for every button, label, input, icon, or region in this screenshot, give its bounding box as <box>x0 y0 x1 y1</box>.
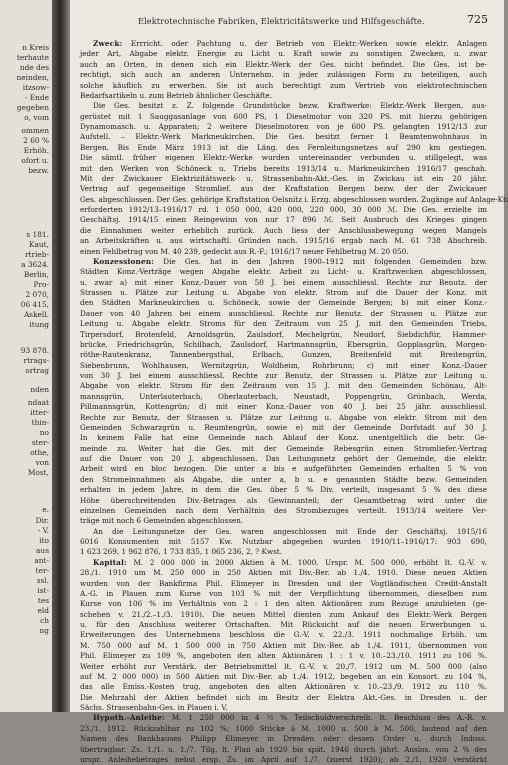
line-text: den Städten Markneukirchen u. Schöneck, sowie der Gemeinde Bergen; b) mit einer Konz.- <box>80 298 487 308</box>
left-page-fragment: bezw. <box>28 166 49 175</box>
text-line <box>80 423 487 433</box>
left-page-fragment: itter- <box>30 408 49 417</box>
text-line <box>80 682 487 692</box>
left-page-fragment: 2 60 % <box>23 136 49 145</box>
text-line <box>80 496 487 506</box>
text-line <box>80 236 487 246</box>
text-line <box>80 527 487 537</box>
left-page-fragment: - V. <box>37 526 49 535</box>
line-text: An die Leitungsnetze der Ges. waren angeschlossen mit Ende der Geschäftsj. 1915/16 <box>93 526 487 536</box>
section-keyword: Kapital: <box>93 557 127 567</box>
book-gutter <box>52 0 70 712</box>
line-text: 1 623 269, 1 962 876, 1 733 835, 1 065 236, 2, ? Kwst. <box>80 547 283 557</box>
text-line <box>80 215 487 225</box>
left-page-fragment: ndaat <box>27 398 49 407</box>
text-line <box>80 599 487 609</box>
text-line <box>80 91 487 101</box>
line-text: Rechte zur Benutz. der Strassen u. Plätze zur Leitung u. Abgabe von elektr. Strom mit den <box>80 412 487 422</box>
text-line <box>80 49 487 59</box>
text-line <box>80 641 487 651</box>
left-page-fragment: itzsow- <box>22 83 49 92</box>
text-line <box>80 39 487 49</box>
text-line <box>80 662 487 672</box>
line-text: erforderten 1912/13–1916/17 rd. 1 050 000, 420 000, 220 000, 30 000 ℳ. Die Ges. erzielte im <box>80 205 487 214</box>
line-text: u. für den Anschluss weiterer Ortschaften. Mit Rücksicht auf die neuen Erwerbungen u. <box>80 620 487 629</box>
line-text: von 30 J. bei einem ausschliessl. Rechte zur Benutz. der Strassen u. Plätze zur Leitung u. <box>80 371 487 380</box>
left-page-fragment: ster- <box>31 438 49 447</box>
left-page-fragment: a 3624. <box>21 260 49 269</box>
line-text: einzelnen Gemeinden nach dem Verhältnis des Strombezuges verteilt. 1913/14 weitere Ver- <box>80 505 487 515</box>
text-line <box>80 247 487 257</box>
left-page-fragment: von <box>35 458 49 467</box>
line-text: mannsgrün, Unterlauterbach, Oberlauterbach, Neustadt, Poppengrün, Grünbach, Werda, <box>80 391 487 401</box>
line-text: Errricht. oder Pachtung u. der Betrieb von Elektr.-Werken sowie elektr. Anlagen <box>122 39 487 48</box>
left-page-fragment: no <box>39 428 49 437</box>
text-line <box>80 537 487 547</box>
line-text: Weiter erhöht zur Verstärk. der Betriebsmittel lt. G.-V. v. 20./7. 1912 um M. 500 000 (also <box>80 661 487 671</box>
line-text: meinde zu. Weiter hat die Ges. mit der Gemeinde Rebesgrün einen Stromliefer.-Vertrag <box>80 443 487 453</box>
line-text: gerüstet mit 1 Sauggasanlage von 600 PS, 1 Dieselmotor von 320 PS. mit hierzu gehörigen <box>80 111 487 121</box>
text-line <box>80 630 487 640</box>
line-text: M. 2 000 000 in 2000 Aktien à M. 1000. Urspr. M. 500 000, erhöht lt. G.-V. v. <box>126 557 487 567</box>
left-page-fragment: neinden, <box>16 73 49 82</box>
left-page-fragment: eld <box>37 606 49 615</box>
left-page-fragment: ito <box>39 536 49 545</box>
text-line <box>80 319 487 329</box>
line-text: erhalten in jedem Jahre, in dem die Ges. über 5 % Div. verteilt, insgesamt 5 % des diese <box>80 485 487 495</box>
text-line <box>80 444 487 454</box>
line-text: Mit der Zwickauer Elektrizitätswerk- u. Strassenbahn-Akt.-Ges. in Zwickau ist ein 20 jähr. <box>80 173 487 183</box>
left-page-fragment: Dir. <box>35 516 49 525</box>
line-text: übertragbar. Zs. 1./1. u. 1./7. Tilg. lt. Plan ab 1920 bis spät. 1946 durch jährl. Auslos. von 2 % des <box>80 744 487 754</box>
line-text: Abgabe von elektr. Strom für den Zeitraum von 15 J. mit den Gemeinden Schönau, Alt- <box>80 381 487 391</box>
left-page-fragment: n Kreis <box>22 43 49 52</box>
left-page-fragment: Most, <box>27 468 49 477</box>
line-text: Bedarfsartikeln u. zum Betrieb ähnlicher Geschäfte. <box>80 90 273 100</box>
line-text: einen Fehlbetrag von M. 40 239, gedeckt aus R.-F.; 1916/17 neuer Fehlbetrag M. 20 050. <box>80 246 409 256</box>
line-text: röthe-Rautenkranz, Tannenbergsthal, Erlbach, Gunzen, Breitenfeld mit Breitengrün, <box>80 350 487 360</box>
text-line <box>80 164 487 174</box>
left-page-fragment: ommen <box>21 126 49 135</box>
text-line <box>80 734 487 744</box>
text-line <box>80 568 487 578</box>
text-line <box>80 464 487 474</box>
left-page-fragment: ofort u. <box>21 156 49 165</box>
left-page-fragment: gegeben <box>16 103 49 112</box>
text-line <box>80 413 487 423</box>
left-page-fragment: 06 415, <box>20 300 49 309</box>
line-text: Die sämtl. früher eigenen Elektr.-Werke wurden untereinander verbunden u. stillgelegt, was <box>80 153 487 163</box>
left-page-fragment: rtrags- <box>23 356 49 365</box>
line-text: auf die Dauer von 20 J. abgeschlossen. Das Leitungsnetz gehört der Gemeinde, die elektr. <box>80 454 487 463</box>
text-line <box>80 350 487 360</box>
line-text: Siebenbrunn, Wohlhausen, Wernitzgrün, Woldheim, Rohrbrunn; c) mit einer Konz.-Dauer <box>80 360 487 370</box>
line-text: Arbeit wird en bloc bezogen. Die unter a bis e aufgeführten Gemeinden erhalten 5 % von <box>80 464 487 474</box>
left-page-fragment: e. <box>42 505 49 514</box>
left-page-fragment: ng <box>39 626 49 635</box>
text-line <box>80 226 487 236</box>
text-line <box>80 267 487 277</box>
text-line <box>80 70 487 80</box>
text-line <box>80 309 487 319</box>
line-text: träge mit noch 6 Gemeinden abgeschlossen. <box>80 516 244 526</box>
line-text: den Stromeinnahmen als Abgabe, die unter a, b u. e genannten Städte bezw. Gemeinden <box>80 474 487 484</box>
line-text: u. zwar a) mit einer Konz.-Dauer von 50 J. bei einem ausschliessl. Rechte zur Benutz. der <box>80 277 487 287</box>
line-text: Erweiterungen des Unternehmens beschloss die G.-V. v. 22./3. 1911 nochmalige Erhöh. um <box>80 630 487 640</box>
line-text: Namen des Bankhauses Philipp Elimeyer in Dresden oder dessen Order u. durch Indoss. <box>80 734 487 744</box>
line-text: schehen v. 21./2.–1./3. 1910). Die neuen Mittel dienten zum Ankauf des Elektr.-Werk Bergen <box>80 609 487 619</box>
text-line <box>80 298 487 308</box>
left-page-fragment: Pro- <box>33 280 49 289</box>
line-text: jeder Art, Abgabe elektr. Energie zu Licht u. Kraft sowie zu sonstigen Zwecken, u. zwar <box>80 49 487 59</box>
left-page-fragment: itung <box>29 320 49 329</box>
left-page-fragment: rtrieb- <box>24 250 49 259</box>
left-page-fragment: - Ende <box>24 93 49 102</box>
line-text: Kurse von 106 % im Verhältnis von 2 : 1 den alten Aktionären zum Bezuge anzubieten (ge- <box>80 599 487 609</box>
text-line <box>80 620 487 630</box>
text-line <box>80 101 487 111</box>
text-line <box>80 724 487 734</box>
text-line <box>80 402 487 412</box>
text-line <box>80 703 487 713</box>
line-text: 28./1. 1910 um M. 250 000 in 250 Aktien mit Div.-Ber. ab 1./4. 1910. Diese neuen Aktien <box>80 568 487 578</box>
left-page-fragment: Askell. <box>23 310 49 319</box>
line-text: Phil. Elimeyer zu 109 %, angeboten den alten Aktionären 1 : 1 v. 10.–23./10. 1911 zu 106 %. <box>80 651 487 661</box>
line-text: Dauer von 40 Jahren bei einem ausschliessl. Rechte zur Benutz. der Strassen u. Plätze zur <box>80 308 487 318</box>
text-line <box>80 558 487 568</box>
text-line <box>80 745 487 755</box>
text-line <box>80 174 487 184</box>
text-line <box>80 485 487 495</box>
line-text: die Einnahmen weiter erheblich zurück. Auch liess der Anschlussbewegung wegen Mangels <box>80 225 487 235</box>
text-line <box>80 81 487 91</box>
line-text: mit den Werken von Schöneck u. Triebs bereits 1913/14 u. Markneukirchen 1916/17 geschah. <box>80 163 487 173</box>
line-text: Geschäftsj. 1914/15 einen Reingewinn von nur 17 896 ℳ. Seit Ausbruch des Krieges gingen <box>80 215 487 225</box>
text-line <box>80 340 487 350</box>
line-text: wurden von der Bankfirma Phil. Elimeyer in Dresden und der Vogtländischen Credit-Anstalt <box>80 578 487 588</box>
text-line <box>80 454 487 464</box>
left-page-fragment: Erhöh. <box>23 146 49 155</box>
text-line <box>80 361 487 371</box>
text-line <box>80 143 487 153</box>
text-line <box>80 112 487 122</box>
line-text: Strassen u. Plätze zur Leitung u. Abgabe von elektr. Strom auf die Dauer der Konz. mit <box>80 288 487 297</box>
line-text: rechtigt, sich auch an anderen Unternehm. in jeder zulässigen Form zu beteiligen, auch <box>80 70 487 80</box>
left-page-fragment: o, vom <box>24 113 49 122</box>
left-page-fragment: ssl. <box>36 576 49 585</box>
section-keyword: Konzessionen: <box>93 256 155 266</box>
line-text: auf M. 2 000 000) in 500 Aktien mit Div.-Ber. ab 1./4. 1912, begeben an ein Konsort. zu 104 %, <box>80 671 487 681</box>
text-line <box>80 184 487 194</box>
text-line <box>80 433 487 443</box>
line-text: Ges. abgeschlossen. Der Ges. gehörige Kraftstation Oelsnitz i. Erzg. abgeschlossen worden. Zugänge auf Anlage-Kti <box>80 194 508 204</box>
left-page-fragment: 2 070, <box>25 290 49 299</box>
line-text: das alle Emiss.-Kosten trug, angeboten den alten Aktionären v. 10.–23./9. 1912 zu 110 %. <box>80 682 487 692</box>
left-page-fragment: tes <box>37 596 49 605</box>
left-page-fragment: Berlin, <box>23 270 49 279</box>
text-line <box>80 330 487 340</box>
text-line <box>80 693 487 703</box>
left-page-fragment: ch <box>40 616 49 625</box>
line-text: M. 1 250 000 in 4 ½ % Teilschuldverschreib. lt. Beschluss des A.-R. v. <box>164 713 487 723</box>
line-text: auch an Orten, in denen sich ein Elektr.-Werk der Ges. nicht befindet. Die Ges. ist be- <box>80 59 487 69</box>
text-line <box>80 278 487 288</box>
left-page-fragment: ist- <box>37 586 49 595</box>
line-text: Bergen. Bis Ende März 1913 ist die Läng. des Fernleitungsnetzes auf 290 km gestiegen. <box>80 142 487 152</box>
text-line <box>80 381 487 391</box>
text-line <box>80 713 487 723</box>
line-text: Vertrag auf gegenseitige Stromlief. aus der Kraftstation Bergen bezw. der der Zwickauer <box>80 184 487 194</box>
text-line <box>80 205 487 215</box>
line-text: Höhe überschreitenden Div.-Betrages als Gewinnanteil; der Gesamtbetrag wird unter die <box>80 495 487 505</box>
line-text: Städten Konz.-Verträge wegen Abgabe elektr. Arbeit zu Licht- u. Kraftzwecken abgeschlossen, <box>80 267 487 277</box>
text-line <box>80 651 487 661</box>
line-text: Die Mehrzahl der Aktien befindet sich im Besitz der Elektra Akt.-Ges. in Dresden u. der <box>80 692 487 702</box>
left-page-fragment: ant- <box>34 556 49 565</box>
line-text: Die Ges. besitzt z. Z. folgende Grundstücke bezw. Kraftwerke: Elektr.-Werk Bergen, aus- <box>93 101 487 111</box>
line-text: Gemeinden Schwarzgrün u. Reumtengrün, sowie e) mit der Gemeinde Dorfstadt auf 30 J. <box>80 422 487 432</box>
left-page-fragment: s 181. <box>26 230 49 239</box>
text-line <box>80 257 487 267</box>
line-text: Sächs. Strassenbahn-Ges. in Plauen i. V. <box>80 703 228 712</box>
line-text: Dynamomasch. u. Apparaten; 2 weitere Dieselmotoren von je 600 PS. gelangten 1912/13 zur <box>80 122 487 131</box>
book-page <box>70 0 508 764</box>
line-text: Die Ges. hat in den Jahren 1900–1912 mit folgenden Gemeinden bzw. <box>154 256 487 266</box>
left-page-fragment: othe, <box>30 448 49 457</box>
left-page-margin <box>0 0 53 712</box>
text-line <box>80 610 487 620</box>
text-line <box>80 392 487 402</box>
text-line <box>80 194 508 205</box>
text-line <box>80 547 487 557</box>
line-text: brücke, Friedrichsgrün, Schilbach, Zaulsdorf, Hartmannsgrün, Ebersgrün, Gopplasgrün, Morgen- <box>80 339 487 349</box>
line-text: 23./1. 1912. Rückzahlbar zu 102 %; 1000 Stücke à M. 1000 u. 500 à M. 500, lautend auf den <box>80 723 487 733</box>
left-page-fragment: 93 878. <box>20 346 49 355</box>
text-line <box>80 122 487 132</box>
left-page-fragment: ortrag <box>25 366 49 375</box>
running-head: Elektrotechnische Fabriken, Elektricitätswerke und Hilfsgeschäfte. <box>138 16 425 26</box>
line-text: urspr. Anleihebetrages nebst ersp. Zs. im April auf 1./7. (zuerst 1920); ab 2./1. 1920 verstärkt <box>80 754 487 764</box>
line-text: Pillmannsgrün, Kottengrün; d) mit einer Konz.-Dauer von 40 J. bei 25 jähr. ausschliessl. <box>80 402 487 412</box>
line-text: Tirpersdorf, Brotenfeld, Arnoldsgrün, Zaulsdorf, Mechelgrün, Neudorf, Siebdichfür, Hammer- <box>80 329 487 339</box>
line-text: A.-G. in Plauen zum Kurse von 103 % mit der Verpflichtung übernommen, dieselben zum <box>80 588 487 598</box>
page-number: 725 <box>467 13 488 26</box>
text-line <box>80 579 487 589</box>
left-page-fragment: nden <box>30 385 49 394</box>
page-body <box>80 39 508 765</box>
left-page-fragment: terhaute <box>16 53 49 62</box>
text-line <box>80 589 487 599</box>
line-text: M. 750 000 auf M. 1 500 000 in 750 Aktien mit Div.-Ber. ab 1./4. 1911, übernommen von <box>80 640 487 650</box>
left-page-fragment: nde des <box>19 63 49 72</box>
left-page-fragment: Kaut, <box>28 240 49 249</box>
text-line <box>80 153 487 163</box>
line-text: Aufstell. – Elektr.-Werk Markneukirchen. Die Ges. besitzt ferner 1 Beamtenwohnhaus in <box>80 132 487 142</box>
section-keyword: Hypoth.-Anleihe: <box>93 713 165 723</box>
text-line <box>80 506 487 516</box>
text-line <box>80 371 487 381</box>
text-line <box>80 288 487 298</box>
line-text: In keinem Falle hat eine Gemeinde nach Ablauf der Konz. unentgeltlich die betr. Ge- <box>80 433 487 443</box>
left-page-fragment: aus <box>36 546 49 555</box>
left-page-fragment: thin- <box>31 418 49 427</box>
text-line <box>80 132 487 142</box>
text-line <box>80 672 487 682</box>
text-line <box>80 475 487 485</box>
text-line <box>80 755 487 765</box>
section-keyword: Zweck: <box>93 39 123 48</box>
line-text: an Arbeitskräften u. aus wirtschaftl. Gründen nach. 1915/16 ergab nach M. 61 738 Abschreib. <box>80 236 487 246</box>
line-text: 6016 Konsumenten mit 5157 Kw. Nutzbar abgegeben wurden 1910/11–1916/17: 903 690, <box>80 537 487 546</box>
text-line <box>80 60 487 70</box>
line-text: Leitung u. Abgabe elektr. Stroms für den Zeitraum von 25 J. mit den Gemeinden Triebs, <box>80 319 487 329</box>
line-text: solche käuflich zu erwerben. Sie ist auch berechtigt zum Vertrieb von elektrotechnischen <box>80 80 487 90</box>
text-line <box>80 516 487 526</box>
left-page-fragment: ter- <box>35 566 49 575</box>
